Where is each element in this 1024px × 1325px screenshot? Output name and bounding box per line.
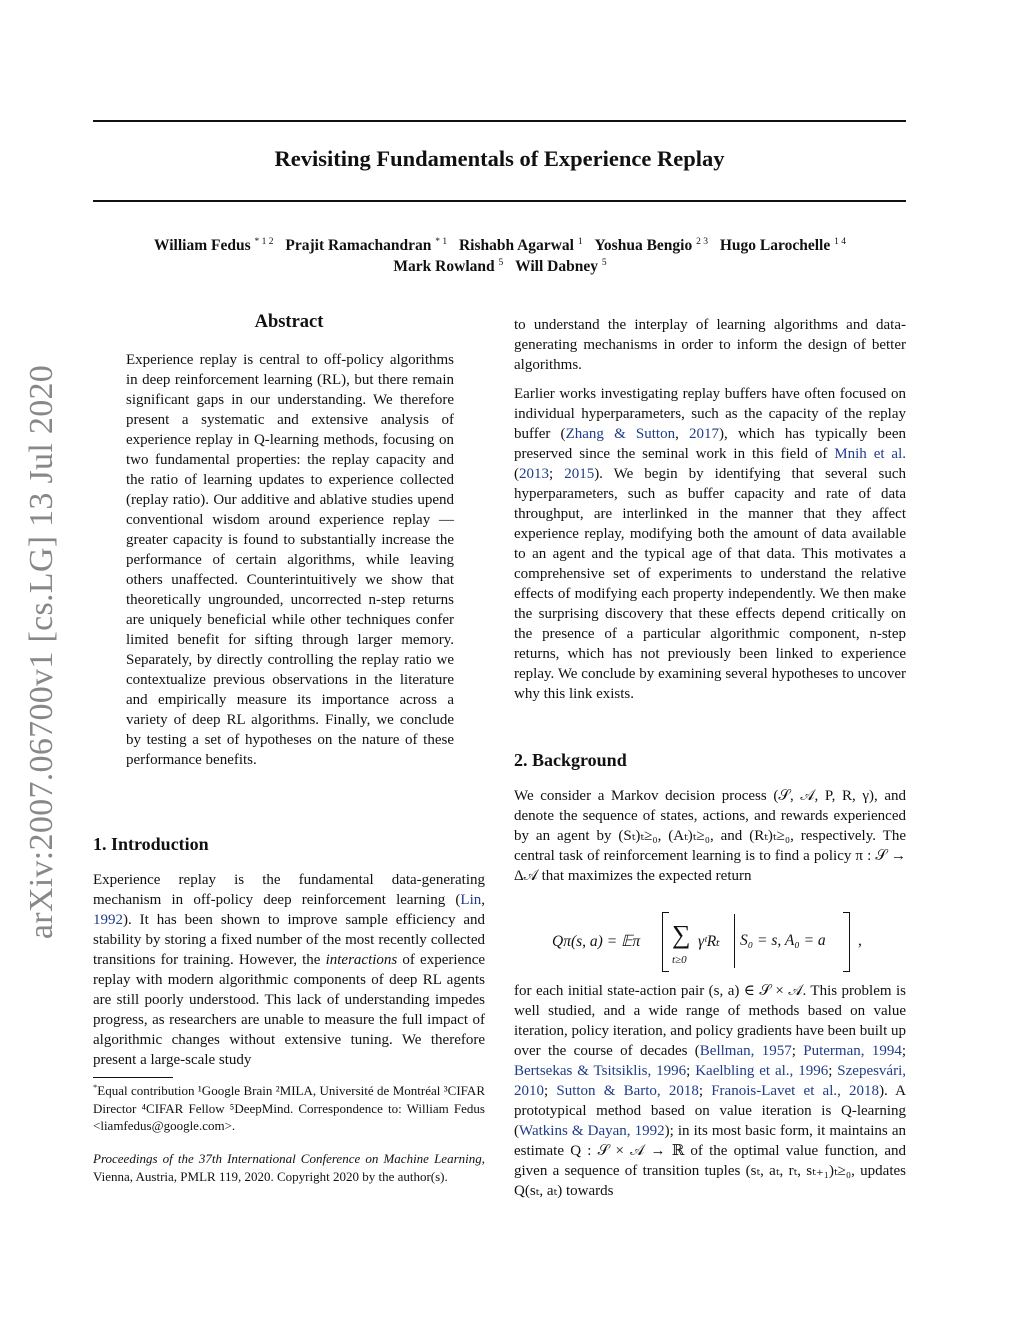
left-bracket [662,912,669,972]
citation-link[interactable]: Puterman, 1994 [803,1043,902,1059]
intro-paragraph-1: Experience replay is the fundamental data-generating mechanism in off-policy deep reinforcement learning (Lin, 1992). It has been shown to improve sample efficiency and stability by storing a fixed number of the most recently collected transitions for training. However, the interactions of experience replay with modern algorithmic components of deep RL agents are still poorly understood. This lack of understanding impedes progress, as researchers are unable to measure the full impact of algorithmic changes without extensive tuning. We therefore present a large-scale study [93,872,486,1068]
author-list-line1 [60,236,940,256]
equation-comma: , [858,932,862,949]
abstract-text: Experience replay is central to off-policy algorithms in deep reinforcement learning (RL), but there remain significant gaps in our understanding. We therefore present a systematic and extensive analysis of experience replay in Q-learning methods, focusing on two fundamental properties: the replay capacity and the ratio of learning updates to experience collected (replay ratio). Our additive and ablative studies upend conventional wisdom around experience replay — greater capacity is found to substantially increase the performance of certain algorithms, while leaving others unaffected. Counterintuitively we show that theoretically ungrounded, uncorrected n-step returns are uniquely beneficial while other techniques confer limited benefit for sifting through larger memory. Separately, by directly controlling the replay ratio we contextualize previous observations in the literature and empirically measure its importance across a variety of deep RL algorithms. Finally, we conclude by testing a set of hypotheses on the nature of these performance benefits. [126,352,454,768]
background-heading: 2. Background [514,750,627,770]
citation-link[interactable]: Mnih et al. [834,446,906,462]
background-body-1 [514,786,906,886]
summation-symbol: ∑ [672,920,691,949]
abstract-heading: Abstract [254,312,324,332]
author-list-line2 [60,257,940,277]
equation-condition: S₀ = s, A₀ = a [740,932,826,949]
author: Prajit Ramachandran $^{* 1}$ [285,237,448,254]
arxiv-identifier-stamp: arXiv:2007.06700v1 [cs.LG] 13 Jul 2020 [23,364,60,940]
paper-title: Revisiting Fundamentals of Experience Replay [274,146,725,171]
citation-link[interactable]: 2013 [519,466,549,482]
footnote-proceedings: Proceedings of the 37th International Conference on Machine Learning, Vienna, Austria, PMLR 119, 2020. Copyright 2020 by the author(s). [93,1151,485,1184]
citation-link[interactable]: Lin [460,892,482,908]
intro-paragraph-1-cont: to understand the interplay of learning algorithms and data-generating mechanisms in order to inform the design of better algorithms. [514,317,906,373]
intro-body-right [514,315,906,704]
footnote-rule [93,1077,173,1078]
author: William Fedus $^{* 1 2}$ [154,237,274,254]
citation-link[interactable]: Bertsekas & Tsitsiklis, 1996 [514,1063,687,1079]
citation-link[interactable]: Zhang & Sutton [565,426,676,442]
equation-term: γᵗRₜ [698,933,721,950]
citation-link[interactable]: Sutton & Barto, 2018 [556,1083,699,1099]
background-paragraph-2: for each initial state-action pair (s, a) ∈ 𝒮 × 𝒜. This problem is well studied, and a wide range of methods based on value iteration, policy iteration, and policy gradients have been built up over the course of decades (Bellman, 1957; Puterman, 1994; Bertsekas & Tsitsiklis, 1996; Kaelbling et al., 1996; Szepesvári, 2010; Sutton & Barto, 2018; Franois-Lavet et al., 2018). A prototypical method based on value iteration is Q-learning (Watkins & Dayan, 1992); in its most basic form, it maintains an estimate Q : 𝒮 × 𝒜 → ℝ of the optimal value function, and given a sequence of transition tuples (sₜ, aₜ, rₜ, sₜ₊₁)ₜ≥₀, updates Q(sₜ, aₜ) towards [514,983,907,1199]
conditioning-bar [734,914,735,968]
citation-link[interactable]: 1992 [93,912,123,928]
equation-lhs: Qπ(s, a) = 𝔼π [552,933,641,950]
author: Hugo Larochelle $^{1 4}$ [719,237,846,254]
author: Rishabh Agarwal $^1$ [458,237,583,254]
title-rule [93,200,906,202]
author: Mark Rowland $^5$ [393,258,504,275]
citation-link[interactable]: Kaelbling et al., 1996 [695,1063,829,1079]
footnote-affiliations: *Equal contribution ¹Google Brain ²MILA, Université de Montréal ³CIFAR Director ⁴CIFAR Fellow ⁵DeepMind. Correspondence to: William Fedus <liamfedus@google.com>. [93,1082,485,1133]
citation-link[interactable]: Bellman, 1957 [699,1043,792,1059]
intro-body-left [93,870,485,1070]
top-rule [93,120,906,122]
q-function-equation [552,912,872,974]
author: Yoshua Bengio $^{2 3}$ [594,237,708,254]
intro-paragraph-2: Earlier works investigating replay buffers have often focused on individual hyperparameters, such as the capacity of the replay buffer (Zhang & Sutton, 2017), which has typically been preserved since the seminal work in this field of Mnih et al. (2013; 2015). We begin by identifying that several such hyperparameters, such as buffer capacity and rate of data throughput, are interlinked in the manner that they affect experience replay, modifying both the amount of data available to an agent and the typical age of that data. This motivates a comprehensive set of experiments to understand the relative effects of modifying each property independently. We then make the surprising discovery that these effects depend critically on the presence of a particular algorithmic component, n-step returns, which has not previously been linked to experience replay. We conclude by examining several hypotheses to uncover why this link exists. [514,386,906,702]
citation-link[interactable]: Szepesvári, 2010 [514,1063,907,1099]
right-bracket [843,912,850,972]
background-body-2 [514,981,906,1201]
summation-subscript: t≥0 [672,954,687,966]
author: Will Dabney $^5$ [515,258,607,275]
abstract-body [126,350,454,770]
intro-heading: 1. Introduction [93,834,209,854]
citation-link[interactable]: Watkins & Dayan, 1992 [519,1123,665,1139]
citation-link[interactable]: Franois-Lavet et al., 2018 [711,1083,880,1099]
background-paragraph-1: We consider a Markov decision process (𝒮, 𝒜, P, R, γ), and denote the sequence of states, actions, and rewards experienced by an agent by (Sₜ)ₜ≥₀, (Aₜ)ₜ≥₀, and (Rₜ)ₜ≥₀, respectively. The central task of reinforcement learning is to find a policy π : 𝒮 → Δ𝒜 that maximizes the expected return [514,788,906,884]
citation-link[interactable]: 2017 [689,426,720,442]
citation-link[interactable]: 2015 [564,466,595,482]
